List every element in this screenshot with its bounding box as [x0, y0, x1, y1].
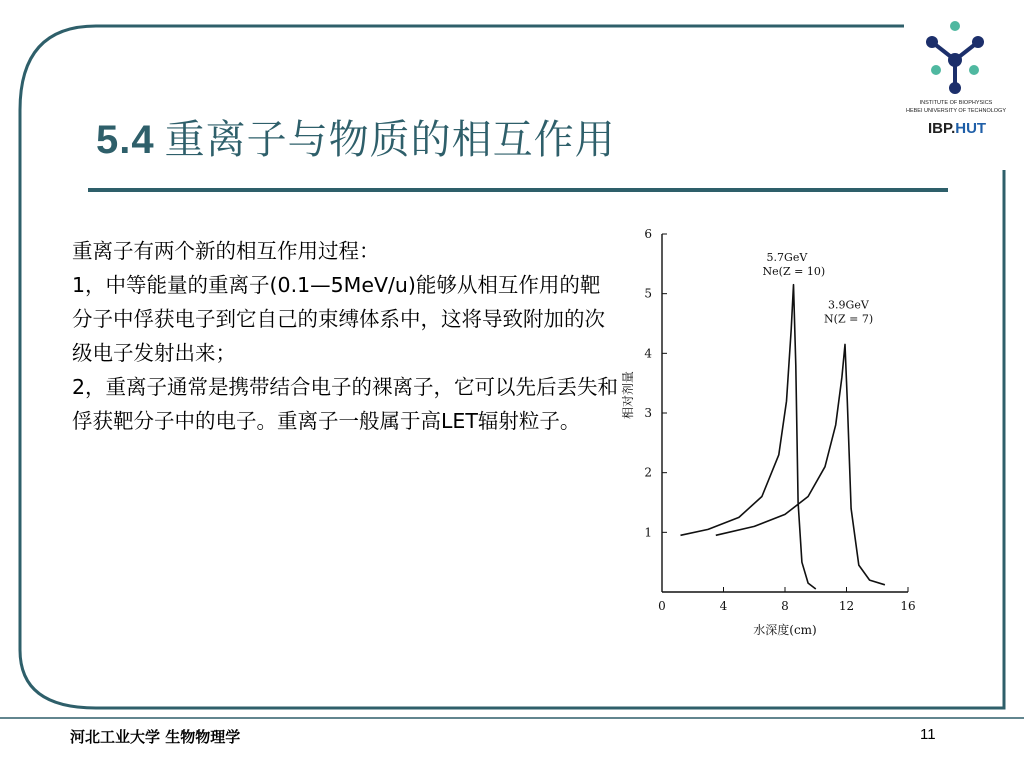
slide-title: [96, 108, 616, 165]
page-number: 11: [920, 726, 936, 743]
logo-line-university: HEBEI UNIVERSITY OF TECHNOLOGY: [905, 108, 1007, 114]
slide-title-text: 重离子与物质的相互作用: [164, 117, 616, 163]
series-label-energy-2: 3.9GeV: [828, 298, 869, 312]
body-paragraph-intro: 重离子有两个新的相互作用过程：: [72, 239, 380, 263]
x-tick-label: 0: [658, 599, 666, 613]
footer-institution: 河北工业大学 生物物理学: [70, 728, 241, 746]
body-paragraph-1: 1，中等能量的重离子(0.1—5MeV/u)能够从相互作用的靶分子中俘获电子到它自己的束缚体系中，这将导致附加的次级电子发射出来；: [72, 273, 605, 365]
series-label-ion-2: N(Z = 7): [824, 312, 874, 326]
y-tick-label: 1: [644, 525, 652, 540]
y-tick-label: 2: [644, 465, 652, 480]
y-axis-title: 相对剂量: [621, 371, 635, 420]
body-text: [72, 234, 620, 438]
depth-dose-chart: [620, 222, 920, 652]
body-paragraph-2: 2，重离子通常是携带结合电子的裸离子，它可以先后丢失和俘获靶分子中的电子。重离子一般属于高LET辐射粒子。: [72, 375, 619, 433]
series-label-energy-1: 5.7GeV: [766, 250, 808, 264]
logo-brand: [928, 120, 986, 137]
x-tick-label: 16: [900, 599, 916, 613]
logo-brand-hut: HUT: [955, 120, 987, 137]
logo-brand-ibp: IBP.: [928, 120, 956, 137]
series-label-ion-1: Ne(Z = 10): [762, 264, 826, 278]
y-tick-label: 5: [644, 286, 652, 301]
molecule-icon: [926, 21, 984, 94]
y-tick-label: 6: [644, 227, 652, 241]
title-underline: [88, 188, 948, 192]
x-tick-label: 4: [719, 599, 728, 613]
x-tick-label: 12: [838, 599, 855, 613]
logo-line-institute: INSTITUTE OF BIOPHYSICS: [919, 100, 993, 106]
series-line-1: [681, 285, 816, 589]
slide-title-number: 5.4: [96, 118, 155, 162]
y-tick-label: 4: [644, 346, 652, 361]
x-axis-title: 水深度(cm): [753, 623, 817, 637]
y-tick-label: 3: [644, 406, 652, 420]
x-tick-label: 8: [781, 599, 789, 613]
